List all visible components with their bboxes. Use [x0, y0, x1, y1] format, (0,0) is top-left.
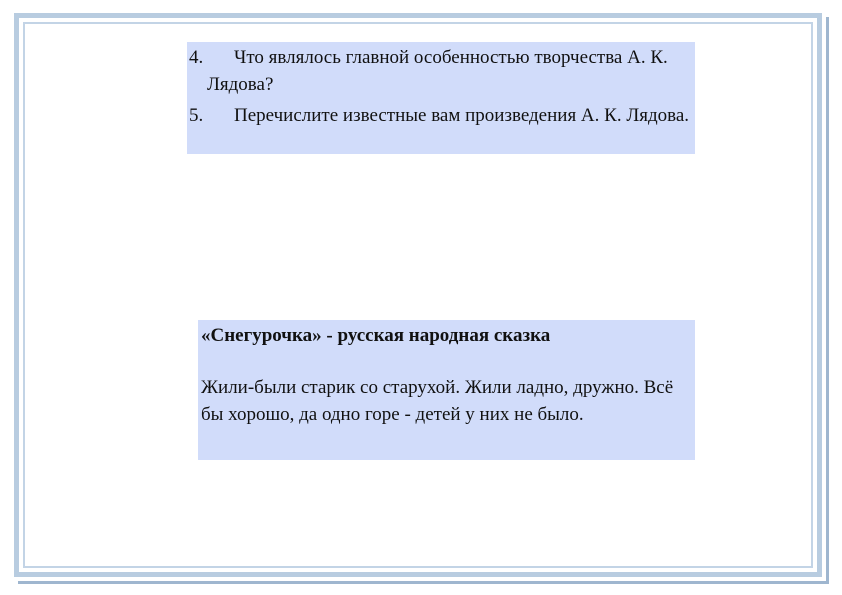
question-number: 4.	[189, 47, 204, 68]
question-number: 5.	[189, 105, 204, 126]
tale-title: «Снегурочка» - русская народная сказка	[201, 325, 551, 346]
tale-box	[198, 320, 695, 460]
question-text: Что являлось главной особенностью творчества А. К. Лядова?	[207, 47, 668, 95]
tale-text: Жили-были старик со старухой. Жили ладно, дружно. Всё бы хорошо, да одно горе - детей у них не было.	[201, 377, 674, 425]
question-item	[187, 102, 695, 129]
questions-box	[187, 42, 695, 154]
question-text: Перечислите известные вам произведения А. К. Лядова.	[234, 105, 690, 126]
question-item	[187, 44, 695, 98]
